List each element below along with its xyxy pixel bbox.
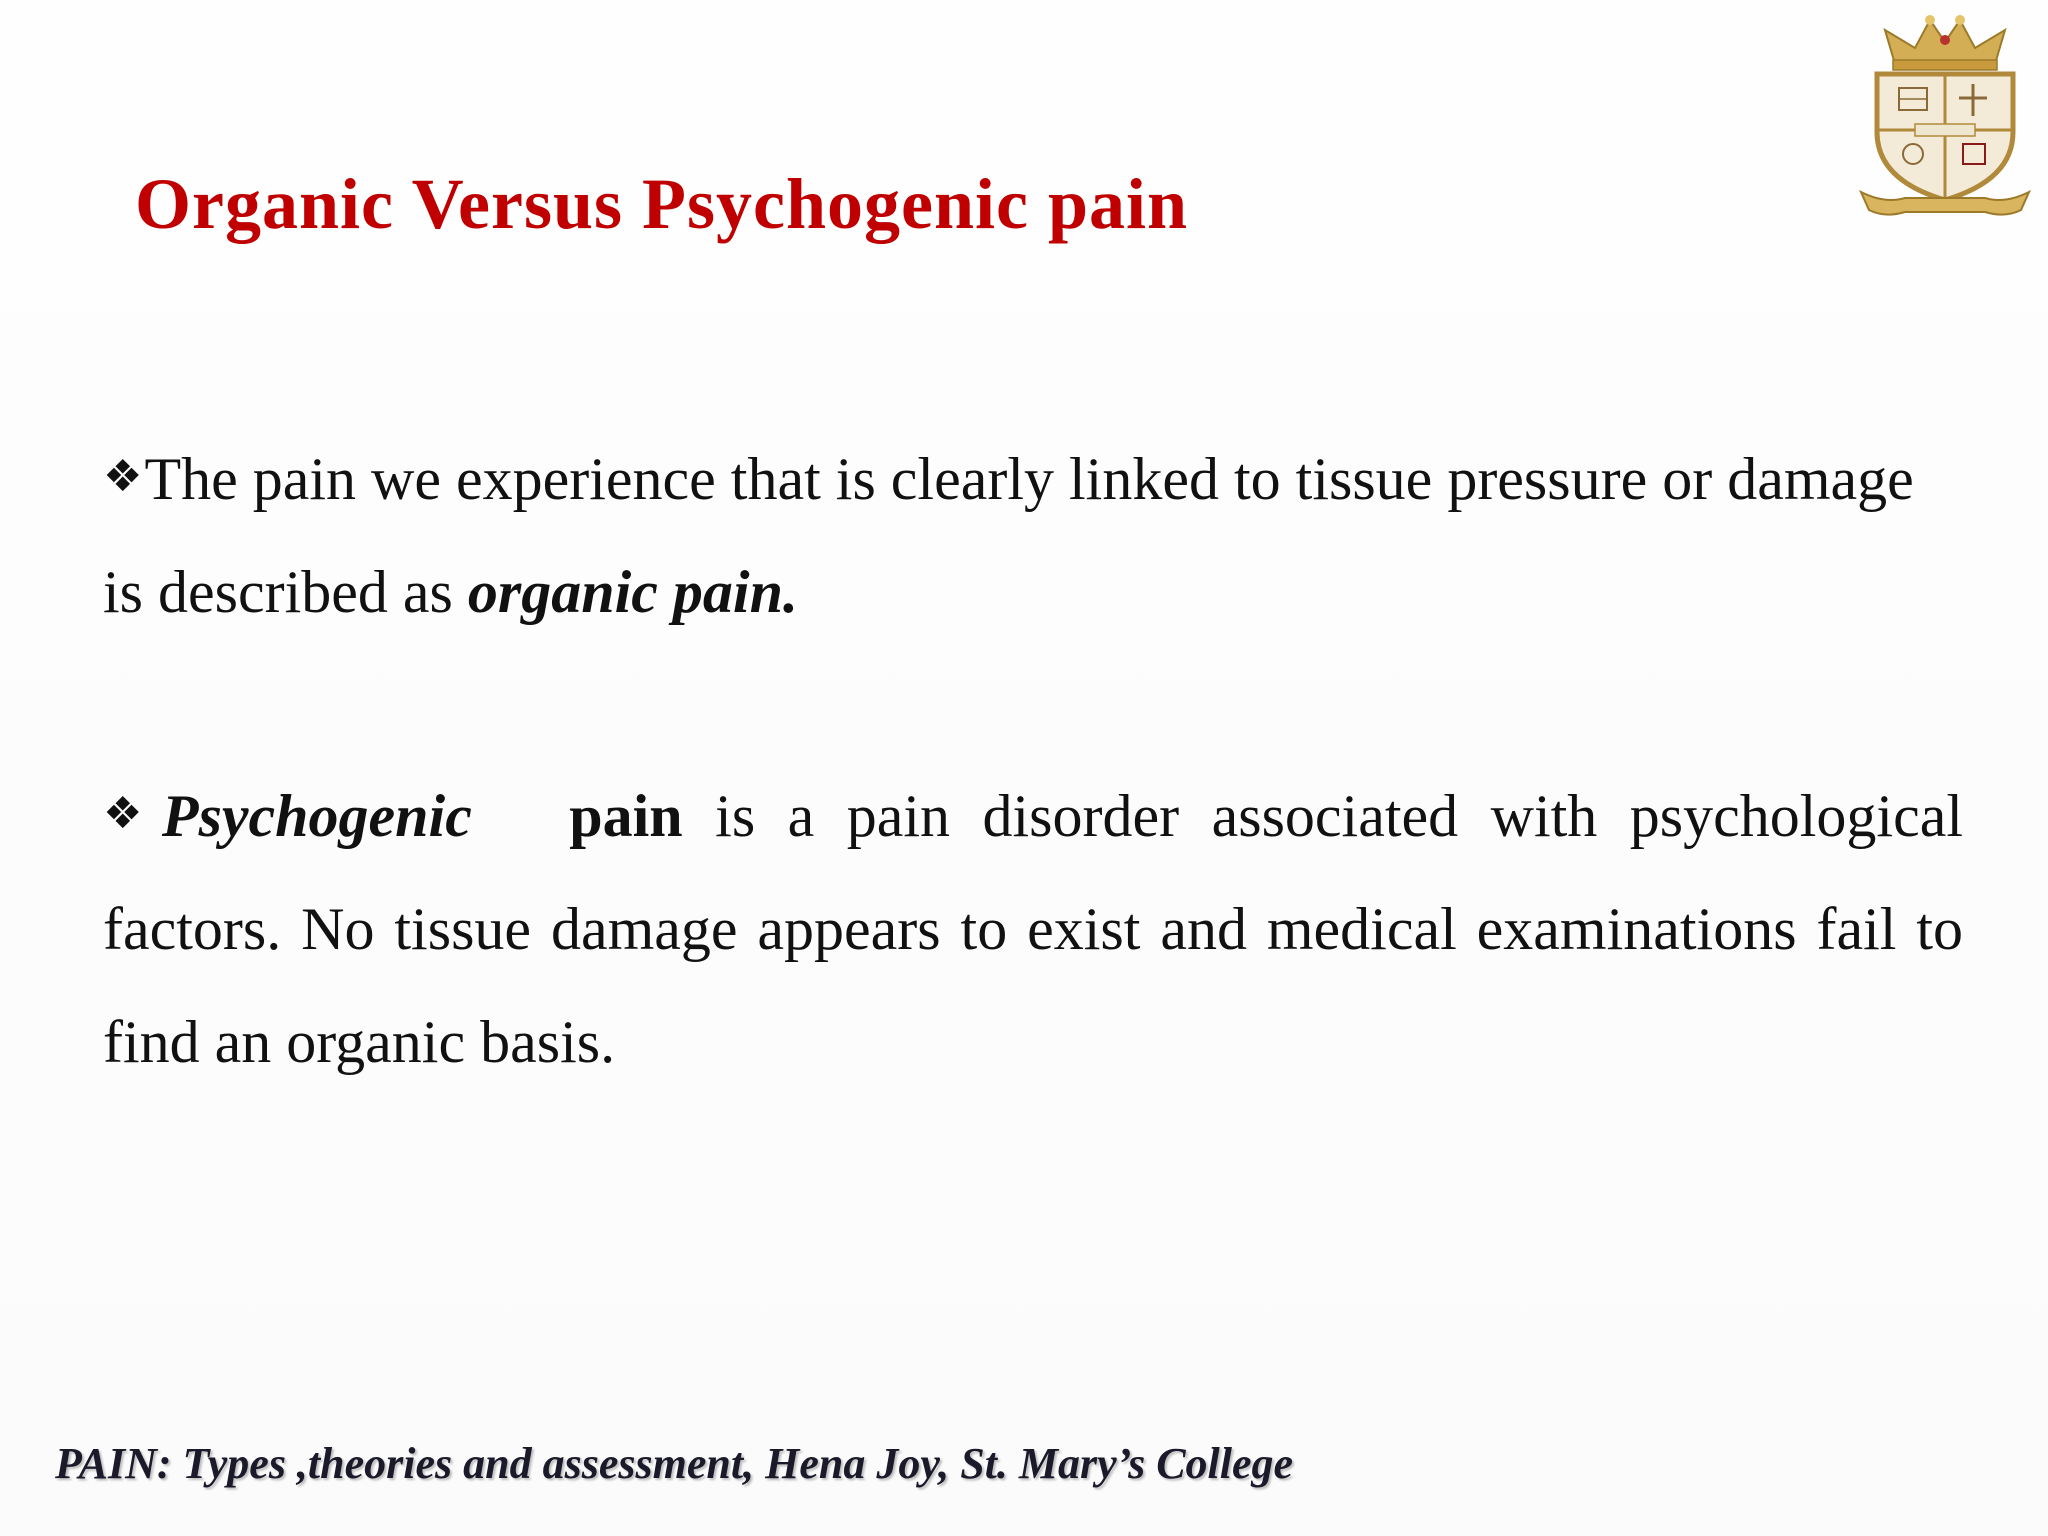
paragraph-psychogenic-text: is a pain disorder associated with psychological factors. No tissue damage appears to exist and medical examinations fail to find an organic basis. [103,783,1964,1075]
college-crest-icon [1855,12,2035,222]
paragraph-organic-pain [103,420,1963,649]
paragraph-organic-text: The pain we experience that is clearly linked to tissue pressure or damage is described as [103,446,1914,625]
pain-term: pain [569,783,683,849]
paragraph-psychogenic-pain [103,757,1963,1099]
diamond-bullet-icon: ❖ [103,451,143,502]
organic-pain-term: organic pain. [467,559,798,625]
slide-title: Organic Versus Psychogenic pain [135,164,1189,244]
psychogenic-term: Psychogenic [161,783,472,849]
diamond-bullet-icon: ❖ [103,788,160,839]
slide-footer: PAIN: Types ,theories and assessment, Hena Joy, St. Mary’s College [55,1439,1294,1488]
